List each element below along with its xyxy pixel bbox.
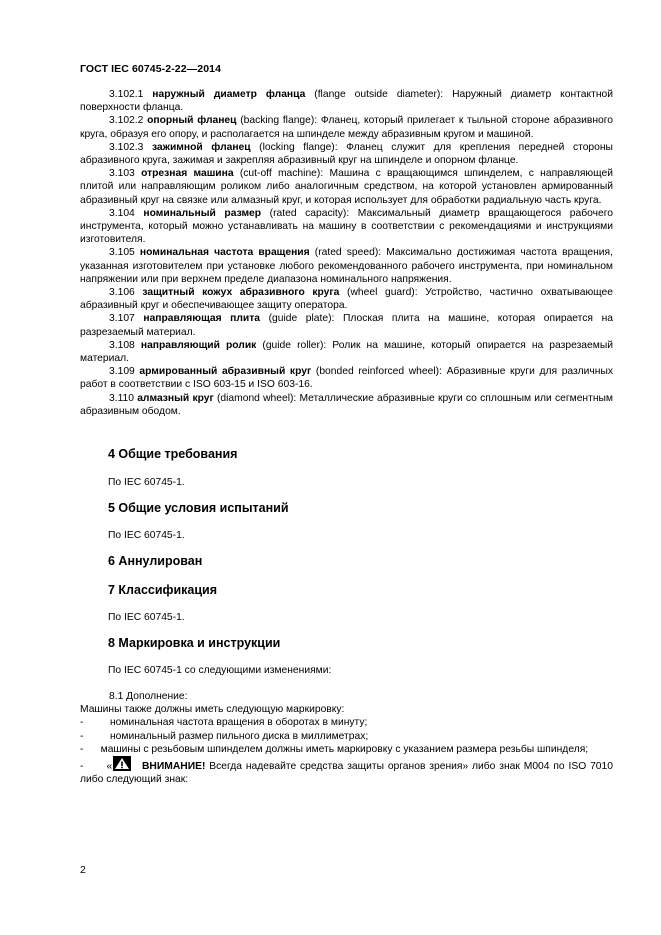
section-4-title: 4 Общие требования xyxy=(108,447,238,461)
term: направляющая плита xyxy=(143,313,261,325)
page-number: 2 xyxy=(80,864,86,876)
definition-3-108: 3.108 направляющий ролик (guide roller): Ролик на машине, который опирается на разрезаемый материал. xyxy=(80,339,613,365)
warning-label: ВНИМАНИЕ! xyxy=(141,761,206,773)
definition-3-102-1: 3.102.1 наружный диаметр фланца (flange outside diameter): Наружный диаметр контактной поверхности фланца. xyxy=(80,89,613,114)
section-8-1-block xyxy=(80,690,613,786)
term: армированный абразивный круг xyxy=(139,366,312,378)
section-7-title: 7 Классификация xyxy=(108,583,218,597)
section-7-text: По IEC 60745-1. xyxy=(108,612,185,623)
section-8-1-heading: 8.1 Дополнение: xyxy=(109,691,188,702)
section-8-text: По IEC 60745-1 со следующими изменениями: xyxy=(108,665,332,676)
standard-header: ГОСТ IEC 60745-2-22—2014 xyxy=(80,63,222,75)
definition-3-103: 3.103 отрезная машина (cut-off machine): Машина с вращающимся шпинделем, с направляющей плитой или направляющим роликом либо аналогичным средством, на которой установлен армированный абразивный круг на связке или алмазный круг, и которая использует для обработки радиальную часть круга. xyxy=(80,168,613,206)
section-5-text: По IEC 60745-1. xyxy=(108,530,185,541)
definition-3-106: 3.106 защитный кожух абразивного круга (wheel guard): Устройство, частично охватывающее абразивный круг и обеспечивающее защиту оператора. xyxy=(80,287,613,312)
definition-3-105: 3.105 номинальная частота вращения (rated speed): Максимально достижимая частота вращения, указанная изготовителем при установке любого рекомендованного рабочего инструмента, при номинальном напряжении или при верхнем пределе диапазона номинального напряжения. xyxy=(80,247,613,285)
section-6-title: 6 Аннулирован xyxy=(108,554,203,568)
term: наружный диаметр фланца xyxy=(152,89,306,100)
section-8-1-intro: Машины также должны иметь следующую маркировку: xyxy=(80,704,345,716)
list-item: - номинальный размер пильного диска в миллиметрах; xyxy=(80,730,369,742)
term: номинальный размер xyxy=(143,207,262,219)
definition-3-107: 3.107 направляющая плита (guide plate): Плоская плита на машине, которая опирается на разрезаемый материал. xyxy=(80,313,613,338)
term: опорный фланец xyxy=(147,115,237,127)
section-8-title: 8 Маркировка и инструкции xyxy=(108,636,281,650)
definition-3-104: 3.104 номинальный размер (rated capacity): Максимальный диаметр вращающегося рабочего инструмента, который можно устанавливать на машину в соответствии с рекомендациями и инструкциями изготовителя. xyxy=(80,207,613,246)
list-item: - номинальная частота вращения в оборотах в минуту; xyxy=(80,717,368,729)
term: направляющий ролик xyxy=(140,339,257,351)
definition-3-109: 3.109 армированный абразивный круг (bonded reinforced wheel): Абразивные круги для различных работ в соответствии с ISO 603-15 и ISO 603-16. xyxy=(80,366,613,391)
definitions-block xyxy=(80,88,613,418)
term: зажимной фланец xyxy=(151,141,251,153)
section-4-text: По IEC 60745-1. xyxy=(108,477,185,488)
term: номинальная частота вращения xyxy=(139,247,310,259)
term: отрезная машина xyxy=(141,168,234,180)
definition-3-102-3: 3.102.3 зажимной фланец (locking flange): Фланец служит для крепления передней стороны абразивного круга, зажимая и закрепляя абразивный круг на шпинделе и опорном фланце. xyxy=(80,141,613,167)
section-5-title: 5 Общие условия испытаний xyxy=(108,501,289,515)
term: алмазный круг xyxy=(137,392,214,404)
warning-list-item: - « ВНИМАНИЕ! Всегда надевайте средства защиты органов зрения» либо знак М004 по ISO 7010 либо следующий знак: xyxy=(80,756,613,786)
list-item: - машины с резьбовым шпинделем должны иметь маркировку с указанием размера резьбы шпинделя; xyxy=(80,743,589,755)
warning-triangle-icon xyxy=(113,756,131,771)
term: защитный кожух абразивного круга xyxy=(142,287,340,299)
definition-3-102-2: 3.102.2 опорный фланец (backing flange): Фланец, который прилегает к тыльной стороне абразивного круга, образуя его опору, и располагается на шпинделе между абразивным кругом и машиной. xyxy=(80,115,613,140)
definition-3-110: 3.110 алмазный круг (diamond wheel): Металлические абразивные круги со сплошным или сегментным абразивным ободом. xyxy=(80,392,613,417)
